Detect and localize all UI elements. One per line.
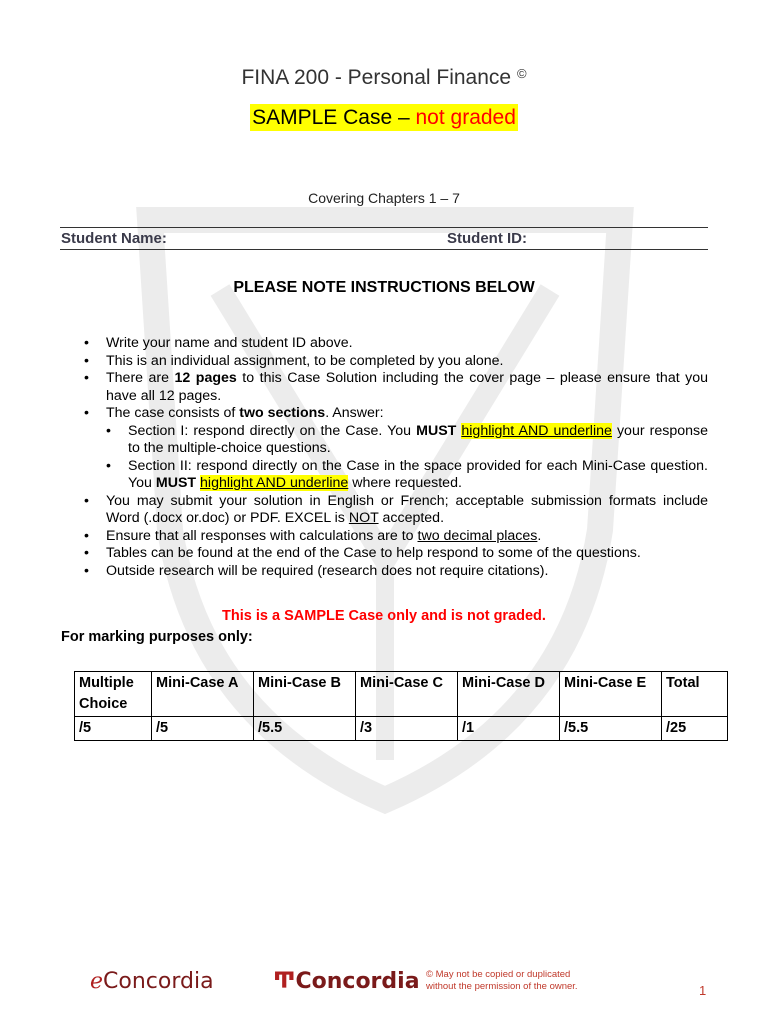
- marks-value-cell: /5: [152, 717, 254, 741]
- instruction-item: • Outside research will be required (research does not require citations).: [84, 563, 708, 581]
- instruction-item: • Ensure that all responses with calculations are to two decimal places.: [84, 528, 708, 546]
- highlight-underline-text: highlight AND underline: [200, 475, 349, 491]
- marks-header-row: [75, 672, 728, 717]
- concordia-mark-icon: ℯ: [90, 969, 104, 994]
- sample-note: This is a SAMPLE Case only and is not graded.: [222, 608, 546, 624]
- instruction-item: • The case consists of two sections. Answer: • Section I: respond directly on the Case. You MUST highlight AND underline your response to the multiple-choice questions. • Section II: respond directly on the Case in the space provided for each Mini-Case question. You MUST highlight AND underline where requested.: [84, 405, 708, 493]
- sub-instruction-item: • Section II: respond directly on the Case in the space provided for each Mini-Case question. You MUST highlight AND underline where requested.: [106, 458, 708, 493]
- student-name-label: Student Name:: [61, 230, 167, 247]
- instructions-list: [84, 335, 708, 580]
- marks-value-cell: /25: [662, 717, 728, 741]
- marking-label: For marking purposes only:: [61, 629, 253, 645]
- sub-instructions-list: [106, 423, 708, 493]
- not-graded-label: not graded: [415, 106, 516, 129]
- marks-value-row: [75, 717, 728, 741]
- subtitle-highlight: SAMPLE Case – not graded: [252, 106, 516, 129]
- instruction-item: • This is an individual assignment, to be completed by you alone.: [84, 353, 708, 371]
- concordia-shield-icon: Ͳ: [273, 969, 296, 994]
- concordia-logo-bold: ͲConcordia: [273, 969, 420, 994]
- document-title: FINA 200 - Personal Finance ©: [241, 66, 527, 89]
- instructions-heading: PLEASE NOTE INSTRUCTIONS BELOW: [233, 279, 535, 296]
- marks-value-cell: /3: [356, 717, 458, 741]
- marks-header-cell: Mini-Case B: [254, 672, 356, 717]
- marks-table: [74, 671, 728, 741]
- marks-header-cell: Mini-Case C: [356, 672, 458, 717]
- bottom-divider: [60, 249, 708, 250]
- marks-header-cell: Multiple Choice: [75, 672, 152, 717]
- page-number: 1: [699, 983, 707, 998]
- instruction-item: • Write your name and student ID above.: [84, 335, 708, 353]
- document-subtitle: [0, 106, 768, 130]
- marks-header-cell: Mini-Case E: [560, 672, 662, 717]
- marks-header-cell: Mini-Case D: [458, 672, 560, 717]
- marks-header-cell: Total: [662, 672, 728, 717]
- marks-header-cell: Mini-Case A: [152, 672, 254, 717]
- concordia-logo: ℯConcordia: [90, 969, 214, 994]
- instruction-item: • There are 12 pages to this Case Solution including the cover page – please ensure that you have all 12 pages.: [84, 370, 708, 405]
- instruction-item: • Tables can be found at the end of the Case to help respond to some of the questions.: [84, 545, 708, 563]
- top-divider: [60, 227, 708, 228]
- covering-chapters: Covering Chapters 1 – 7: [308, 190, 460, 206]
- instruction-item: • You may submit your solution in English or French; acceptable submission formats include Word (.docx or.doc) or PDF. EXCEL is NOT accepted.: [84, 493, 708, 528]
- copyright-note: © May not be copied or duplicated without the permission of the owner.: [426, 969, 578, 992]
- copyright-mark: ©: [516, 66, 527, 81]
- student-id-label: Student ID:: [447, 230, 527, 247]
- highlight-underline-text: highlight AND underline: [461, 422, 612, 439]
- marks-value-cell: /5.5: [254, 717, 356, 741]
- marks-value-cell: /5.5: [560, 717, 662, 741]
- marks-value-cell: /1: [458, 717, 560, 741]
- marks-value-cell: /5: [75, 717, 152, 741]
- sub-instruction-item: • Section I: respond directly on the Case. You MUST highlight AND underline your response to the multiple-choice questions.: [106, 423, 708, 458]
